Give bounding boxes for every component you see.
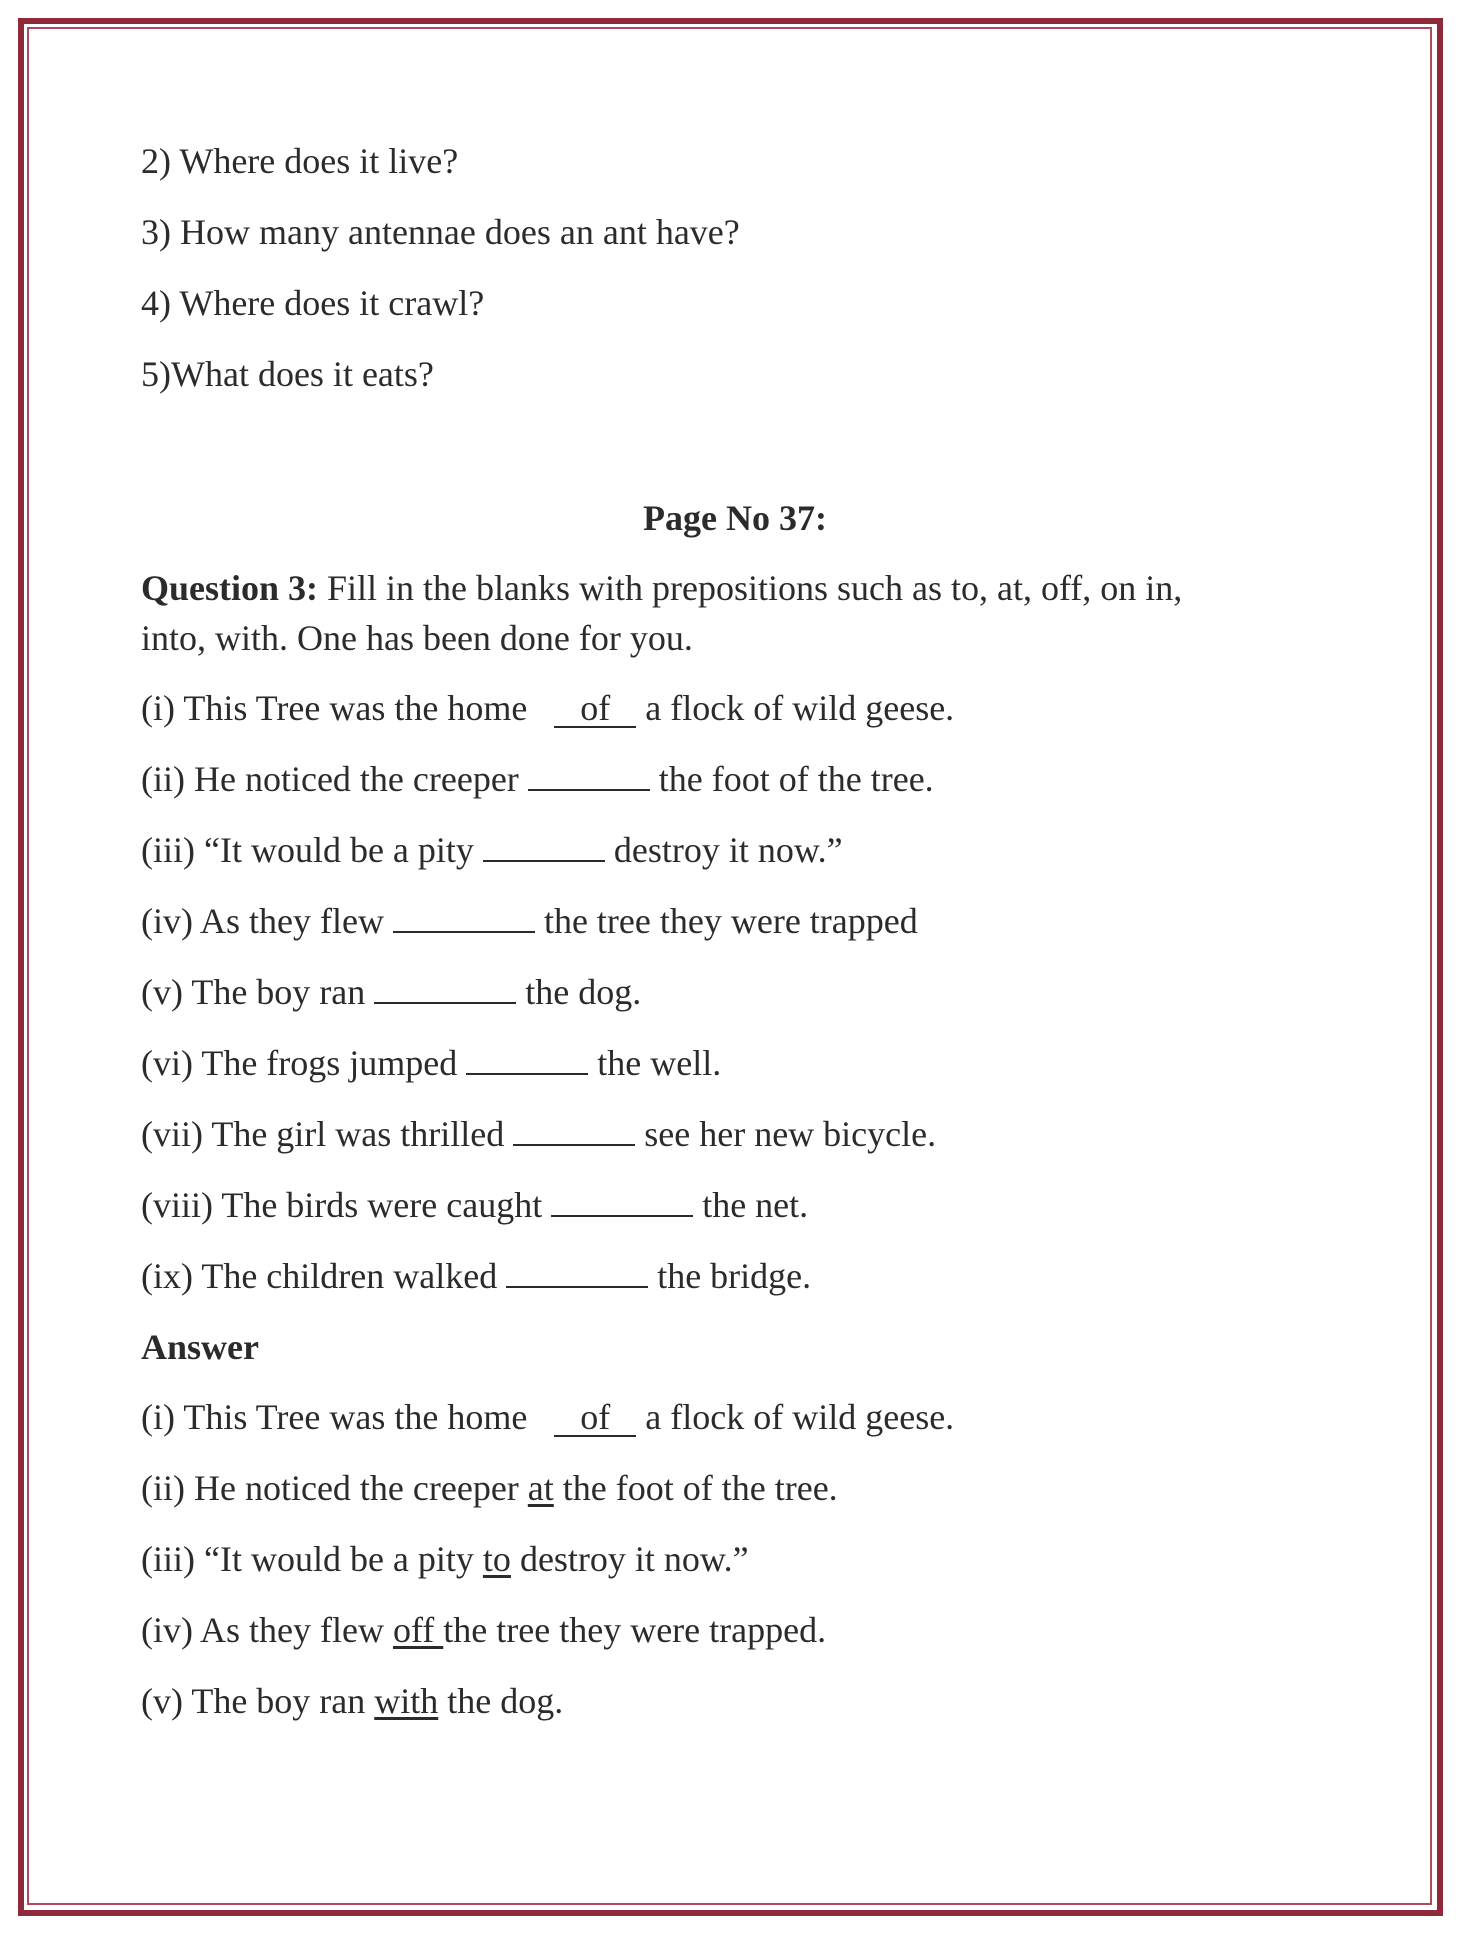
question-label: Question 3: — [141, 568, 319, 608]
prior-question-3: 3) How many antennae does an ant have? — [141, 212, 740, 252]
answer-item-1: (i) This Tree was the home of a flock of wild geese. — [141, 1397, 955, 1437]
exercise-item-6: (vi) The frogs jumped the well. — [141, 1043, 722, 1083]
answer-item-4: (iv) As they flew off the tree they were trapped. — [141, 1610, 827, 1650]
blank-field[interactable] — [506, 1258, 648, 1288]
answer-heading: Answer — [141, 1327, 259, 1367]
answer-word: of — [554, 1399, 636, 1437]
blank-field[interactable] — [528, 761, 650, 791]
blank-field[interactable] — [551, 1187, 693, 1217]
prior-question-5: 5)What does it eats? — [141, 354, 434, 394]
page-heading: Page No 37: — [643, 498, 827, 538]
question-3-line1 — [141, 567, 1182, 609]
question-3-line2: into, with. One has been done for you. — [141, 618, 693, 658]
blank-field[interactable] — [483, 832, 605, 862]
exercise-item-1: (i) This Tree was the home of a flock of wild geese. — [141, 688, 955, 728]
blank-field[interactable] — [513, 1116, 635, 1146]
exercise-item-7: (vii) The girl was thrilled see her new bicycle. — [141, 1114, 937, 1154]
answer-word: to — [482, 1539, 511, 1579]
exercise-item-8: (viii) The birds were caught the net. — [141, 1185, 809, 1225]
blank-field[interactable] — [374, 974, 516, 1004]
exercise-item-3: (iii) “It would be a pity destroy it now.” — [141, 830, 843, 870]
exercise-item-4: (iv) As they flew the tree they were trapped — [141, 901, 918, 941]
blank-field[interactable] — [393, 903, 535, 933]
answer-word: with — [374, 1681, 439, 1721]
answer-item-2: (ii) He noticed the creeper at the foot of the tree. — [141, 1468, 838, 1508]
exercise-item-5: (v) The boy ran the dog. — [141, 972, 642, 1012]
answer-item-5: (v) The boy ran with the dog. — [141, 1681, 564, 1721]
question-text: Fill in the blanks with prepositions such as to, at, off, on in, — [318, 568, 1183, 608]
answer-word: off — [392, 1610, 444, 1650]
exercise-item-9: (ix) The children walked the bridge. — [141, 1256, 812, 1296]
prior-question-4: 4) Where does it crawl? — [141, 283, 485, 323]
prior-question-2: 2) Where does it live? — [141, 141, 459, 181]
exercise-example-answer: of — [554, 690, 636, 728]
blank-field[interactable] — [466, 1045, 588, 1075]
exercise-item-2: (ii) He noticed the creeper the foot of the tree. — [141, 759, 934, 799]
answer-word: at — [527, 1468, 554, 1508]
answer-item-3: (iii) “It would be a pity to destroy it now.” — [141, 1539, 749, 1579]
